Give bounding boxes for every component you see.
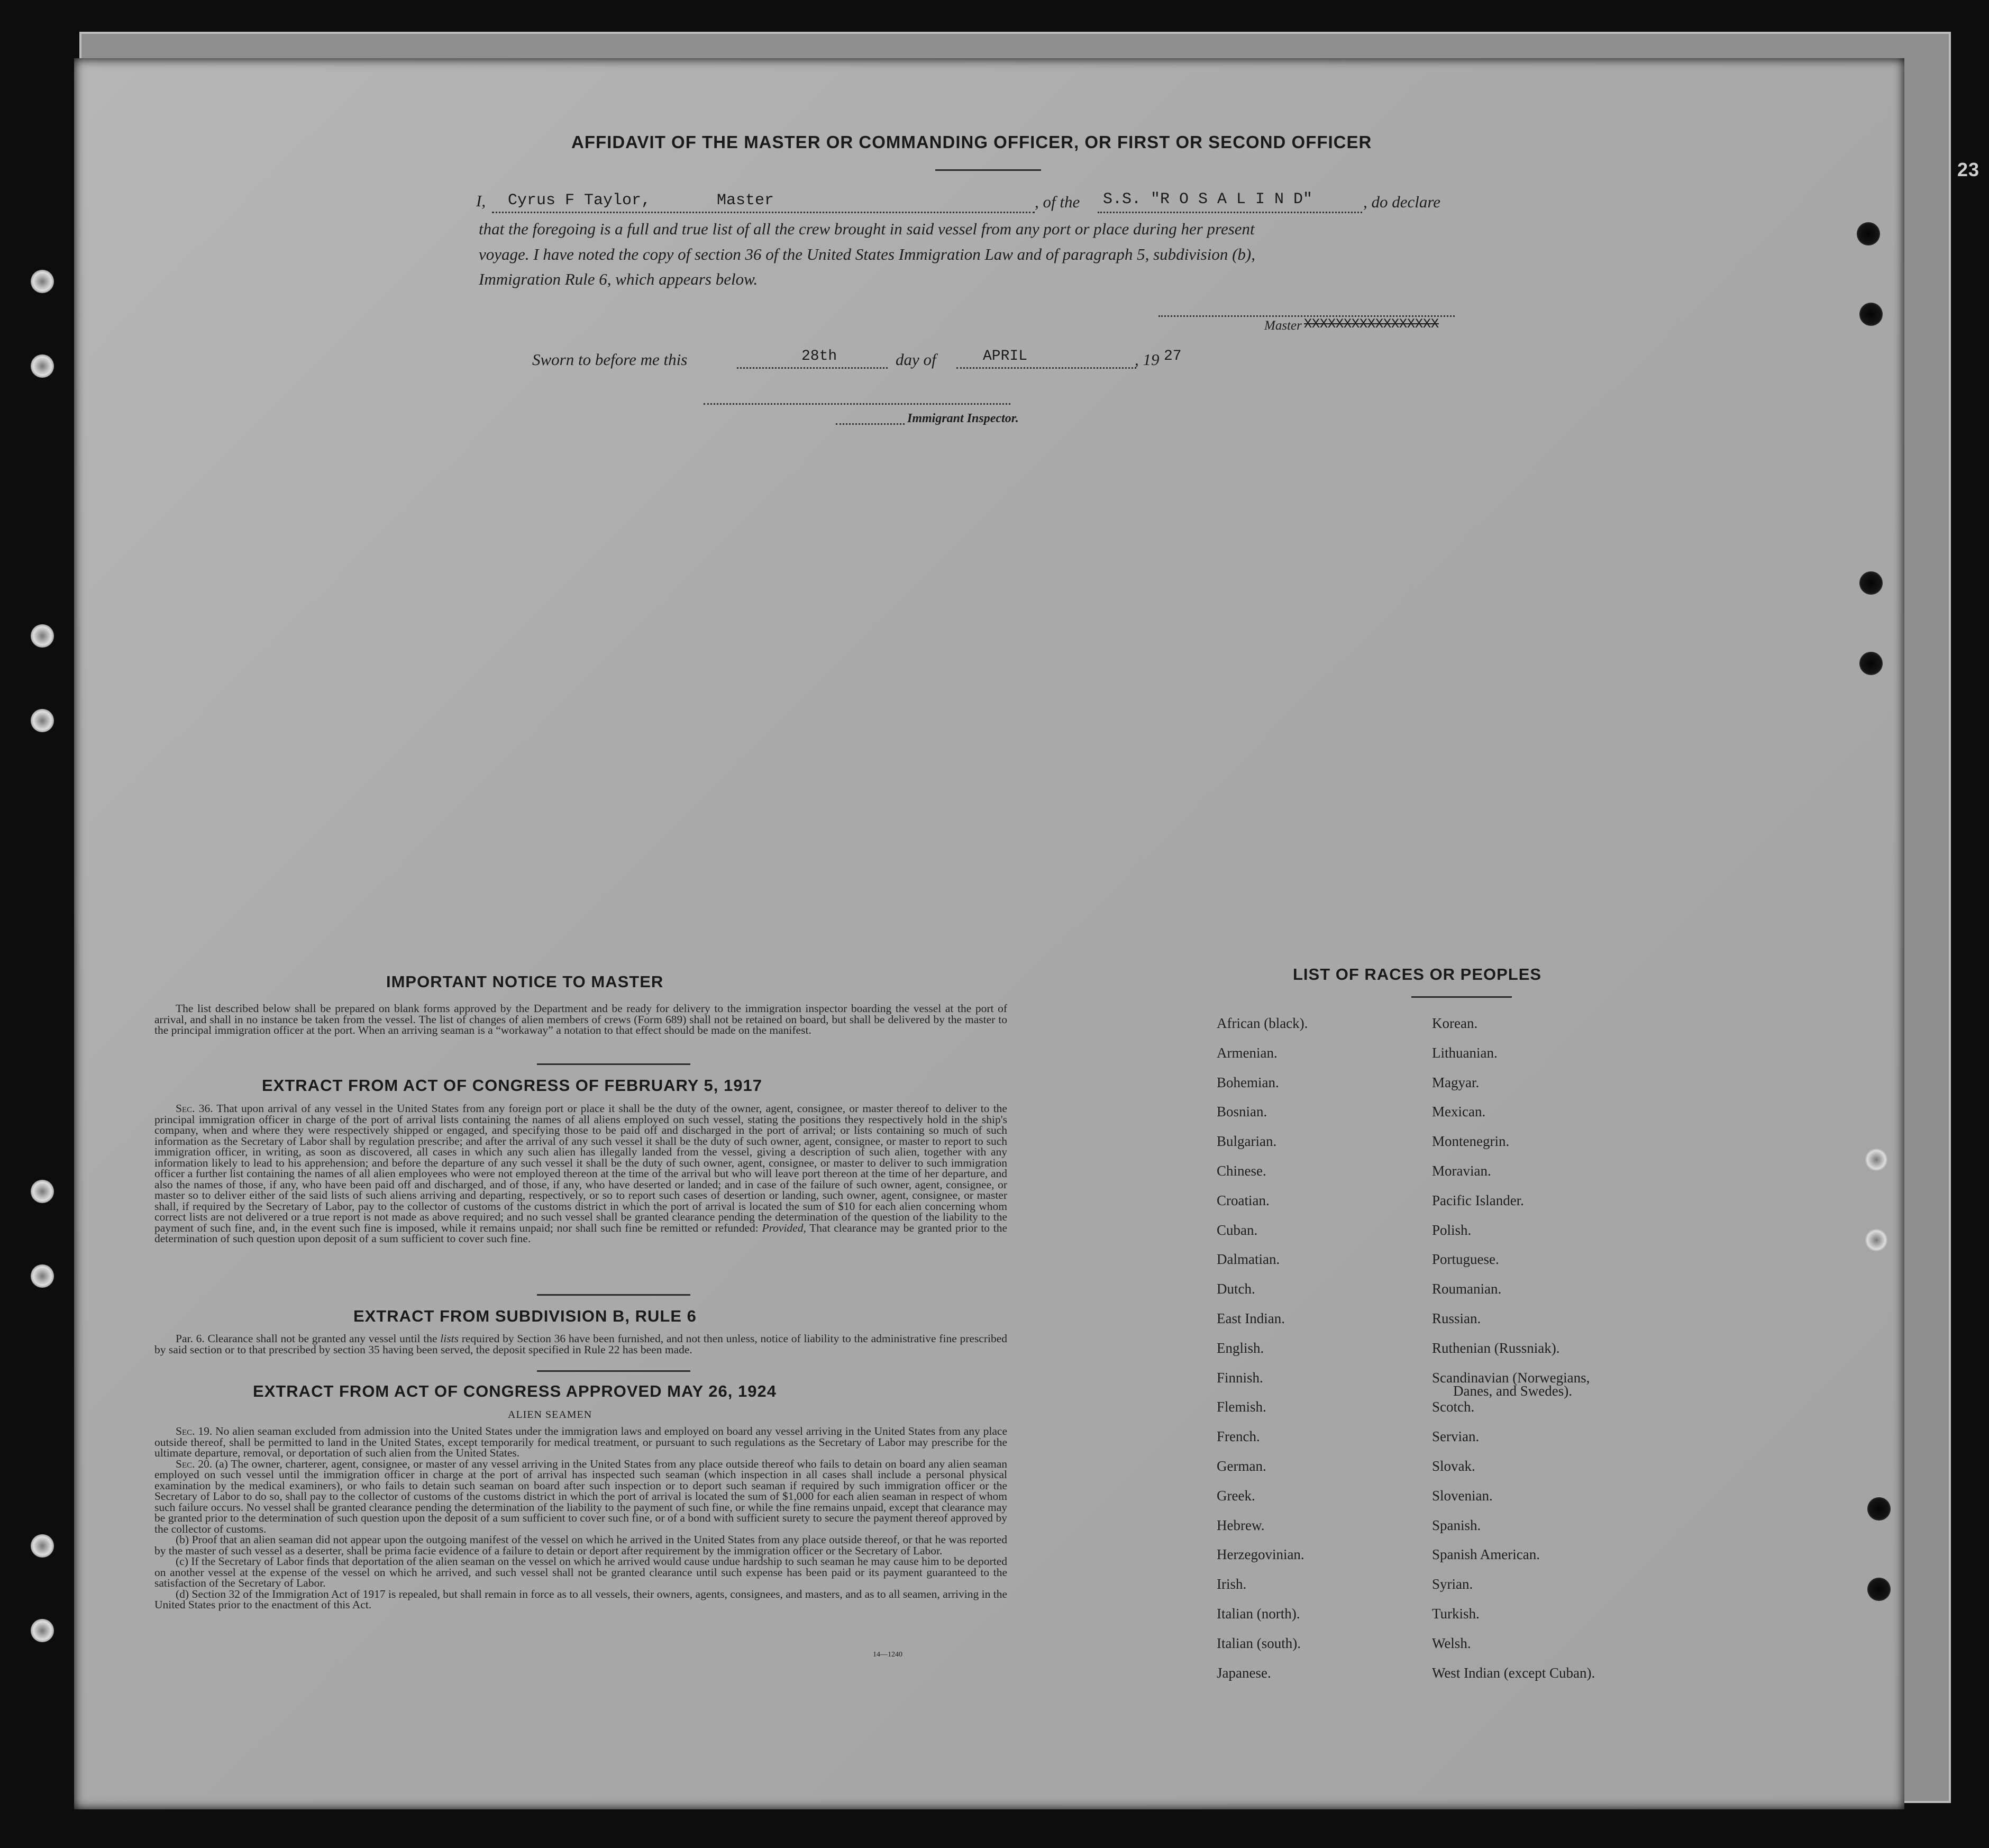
race-item-slovenian: Slovenian. <box>1432 1487 1493 1504</box>
sworn-label: Sworn to before me this <box>532 350 688 369</box>
race-item-hebrew: Hebrew. <box>1217 1517 1265 1533</box>
binder-hole <box>31 354 54 378</box>
signature-struck-text: XXXXXXXXXXXXXXXXX <box>1304 316 1439 332</box>
race-item-armenian: Armenian. <box>1217 1044 1278 1061</box>
race-item-spanish: Spanish. <box>1432 1517 1481 1533</box>
sec-20b-paragraph: (b) Proof that an alien seaman did not appear upon the outgoing manifest of the vessel on which he arrived in the United States from any place outside thereof, or that he was reported by the master of such vessel as a deserter, shall be prima facie evidence of a failure to detain or deport after requirement by the immigration officer or the Secretary of Labor. <box>154 1533 1007 1557</box>
race-item-lithuanian: Lithuanian. <box>1432 1044 1498 1061</box>
race-item-greek: Greek. <box>1217 1487 1255 1504</box>
rule6-text-a: Par. 6. Clearance shall not be granted any vessel until the <box>176 1332 437 1345</box>
sec-36-text: That upon arrival of any vessel in the United States from any foreign port or place it shall be the duty of the owner, agent, consignee, or master thereof to deliver to the principal immigration officer in charge of the port of arrival lists containing the names of all aliens employed on such vessel, stating the positions they respectively hold in the ship's company, when and where they were respectively shipped or engaged, and specifying those to be paid off and discharged in the port of arrival; or lists containing so much of such information as the Secretary of Labor shall by regulation prescribe; and after the arrival of any such vessel it shall be the duty of such owner, agent, consignee, or master to report to such immigration officer, in writing, as soon as discovered, all cases in which any such alien has illegally landed from the vessel, giving a description of such alien, together with any information likely to lead to his apprehension; and before the departure of any such vessel it shall be the duty of such owner, agent, consignee, or master to deliver to such immigration officer a further list containing the names of all alien employees who were not employed thereon at the time of the arrival but who will leave port thereon at the time of her departure, and also the names of those, if any, who have been paid off and discharged, and of those, if any, who have deserted or landed; and in case of the failure of such owner, agent, consignee, or master so to deliver either of the said lists of such aliens arriving and departing, respectively, or so to report such cases of desertion or landing, such owner, agent, consignee, or master shall, if required by the Secretary of Labor, pay to the collector of customs of the customs district in which the port of arrival is located the sum of $10 for each alien concerning whom correct lists are not delivered or a true report is not made as above required; and no such vessel shall be granted clearance pending the determination of the question of the liability to the payment of such fine, and, in the event such fine is imposed, while it remains unpaid; nor shall such fine be remitted or refunded: <box>154 1102 1007 1234</box>
day-blank <box>737 367 888 369</box>
race-item-portuguese: Portuguese. <box>1432 1251 1499 1268</box>
race-item-ruthenian-russniak: Ruthenian (Russniak). <box>1432 1340 1560 1356</box>
sworn-year: 27 <box>1164 348 1182 365</box>
race-item-servian: Servian. <box>1432 1428 1480 1445</box>
do-declare-label: , do declare <box>1363 193 1441 211</box>
binder-hole <box>31 624 54 648</box>
race-item-russian: Russian. <box>1432 1310 1481 1326</box>
month-blank <box>956 367 1136 369</box>
race-item-east-indian: East Indian. <box>1217 1310 1285 1326</box>
binder-hole <box>31 1264 54 1288</box>
affidavit-line-2: that the foregoing is a full and true list of all the crew brought in said vessel from any port or place during her present <box>479 220 1255 238</box>
extract-rule6-body <box>154 1333 1007 1355</box>
binder-hole <box>1859 652 1883 675</box>
affidavit-line-3: voyage. I have noted the copy of section 36 of the United States Immigration Law and of paragraph 5, subdivision (b), <box>479 245 1255 263</box>
race-item-bosnian: Bosnian. <box>1217 1104 1267 1120</box>
races-column-1 <box>1217 1016 1308 1695</box>
form-number: 14—1240 <box>873 1651 902 1659</box>
signature-label: Master <box>1264 318 1302 333</box>
race-item-mexican: Mexican. <box>1432 1104 1486 1120</box>
sec-20a-text: (a) The owner, charterer, agent, consignee, or master of any vessel arriving in the United States from any place outside thereof who fails to detain on board any alien seaman employed on such vessel until the immigration officer in charge at the port of arrival has inspected such seaman (which inspection in all cases shall include a personal physical examination by the medical examiners), or who fails to detain such seaman on board after such inspection or to deport such seaman if required by such immigration officer or the Secretary of Labor to do so, shall pay to the collector of customs of the customs district in which the port of arrival is located the sum of $1,000 for each alien seaman in respect of whom such failure occurs. No vessel shall be granted clearance pending the determination of the liability to the payment of such fine, or while the fine remains unpaid, except that clearance may be granted prior to the determination of such question upon the deposit of a sum sufficient to cover such fine, or of a bond with sufficient surety to secure the payment thereof approved by the collector of customs. <box>154 1457 1008 1535</box>
sec-19-label: Sec. 19. <box>176 1425 213 1437</box>
race-item-finnish: Finnish. <box>1217 1369 1263 1386</box>
binder-hole <box>31 709 54 732</box>
extract-1917-title: EXTRACT FROM ACT OF CONGRESS OF FEBRUARY 5, 1917 <box>262 1076 762 1095</box>
sec-20c-paragraph: (c) If the Secretary of Labor finds that deportation of the alien seaman on the vessel on which he arrived would cause undue hardship to such seaman he may cause him to be deported on another vessel at the expense of the vessel on which he arrived, and such vessel shall not be granted clearance until such expense has been paid or its payment guaranteed to the satisfaction of the Secretary of Labor. <box>154 1555 1007 1589</box>
extract-1924-title: EXTRACT FROM ACT OF CONGRESS APPROVED MAY 26, 1924 <box>253 1382 777 1400</box>
sworn-month: APRIL <box>983 348 1028 365</box>
master-rank: Master <box>717 192 774 210</box>
vessel-blank <box>1098 212 1362 213</box>
race-item-bohemian: Bohemian. <box>1217 1074 1279 1090</box>
race-item-flemish: Flemish. <box>1217 1399 1266 1415</box>
binder-hole <box>1865 1228 1888 1252</box>
binder-hole <box>1859 571 1883 595</box>
race-item-irish: Irish. <box>1217 1576 1247 1592</box>
race-item-west-indian-except-cuban: West Indian (except Cuban). <box>1432 1664 1595 1681</box>
race-item-welsh: Welsh. <box>1432 1635 1471 1651</box>
inspector-short-line <box>836 423 905 425</box>
sec-19-paragraph <box>154 1426 1007 1459</box>
binder-hole <box>1865 1148 1888 1171</box>
extract-1924-body <box>154 1426 1007 1610</box>
race-item-african-black: African (black). <box>1217 1015 1308 1031</box>
race-item-croatian: Croatian. <box>1217 1192 1270 1208</box>
divider <box>537 1294 690 1296</box>
sec-19-text: No alien seaman excluded from admission into the United States under the immigration laws and employed on board any vessel arriving in the United States from any place outside thereof, shall be permitted to land in the United States, except temporarily for medical treatment, or pursuant to such regulations as the Secretary of Labor may prescribe for the ultimate departure, removal, or deportation of such alien from the United States. <box>154 1425 1008 1459</box>
race-item-polish: Polish. <box>1432 1222 1472 1238</box>
race-item-slovak: Slovak. <box>1432 1458 1475 1474</box>
affidavit-title-rule <box>935 169 1041 171</box>
inspector-signature-line <box>704 403 1010 405</box>
race-item-french: French. <box>1217 1428 1260 1445</box>
races-column-2 <box>1432 1016 1595 1695</box>
race-item-scandinavian-norwegians: Scandinavian (Norwegians, <box>1432 1369 1590 1386</box>
binder-hole <box>1859 303 1883 326</box>
extract-1917-body <box>154 1103 1007 1244</box>
binder-hole <box>31 270 54 293</box>
sec-36-end: That clearance may be granted prior to the determination of such question upon deposit of a sum sufficient to cover such fine. <box>154 1221 1007 1245</box>
race-item-roumanian: Roumanian. <box>1432 1281 1502 1297</box>
race-item-english: English. <box>1217 1340 1264 1356</box>
race-item-bulgarian: Bulgarian. <box>1217 1133 1277 1150</box>
race-item-montenegrin: Montenegrin. <box>1432 1133 1510 1150</box>
day-of-label: day of <box>896 350 936 369</box>
margin-page-number: 23 <box>1957 159 1980 180</box>
sec-20d-paragraph: (d) Section 32 of the Immigration Act of 1917 is repealed, but shall remain in force as to all vessels, their owners, agents, consignees, and masters, and as to all seamen, arriving in the United States prior to the enactment of this Act. <box>154 1587 1007 1611</box>
notice-body-text: The list described below shall be prepared on blank forms approved by the Department and be ready for delivery to the immigration inspector boarding the vessel at the port of arrival, and shall in no instance be taken from the vessel. The list of changes of alien members of crews (Form 689) shall not be retained on board, but shall be delivered by the master to the principal immigration officer at the port. When an arriving seaman is a “workaway” a notation to that effect should be made on the manifest. <box>154 1002 1007 1036</box>
race-item-chinese: Chinese. <box>1217 1162 1266 1179</box>
binder-hole <box>31 1180 54 1203</box>
race-item-dalmatian: Dalmatian. <box>1217 1251 1280 1268</box>
binder-hole <box>31 1534 54 1558</box>
master-name: Cyrus F Taylor, <box>508 192 651 210</box>
race-item-scotch: Scotch. <box>1432 1399 1475 1415</box>
race-item-magyar: Magyar. <box>1432 1074 1480 1090</box>
race-item-dutch: Dutch. <box>1217 1281 1255 1297</box>
race-item-german: German. <box>1217 1458 1266 1474</box>
inspector-label: Immigrant Inspector. <box>907 412 1019 425</box>
race-item-syrian: Syrian. <box>1432 1576 1473 1592</box>
master-name-blank <box>492 212 1035 213</box>
race-item-turkish: Turkish. <box>1432 1605 1480 1622</box>
sec-36-label: Sec. 36. <box>176 1102 213 1115</box>
rule6-text-b: required by Section 36 have been furnished, and not then unless, notice of liability to the administrative fine prescribed by said section or to that prescribed by section 35 having been served, the deposit specified in Rule 22 has been made. <box>154 1332 1008 1356</box>
race-item-italian-south: Italian (south). <box>1217 1635 1301 1651</box>
race-item-moravian: Moravian. <box>1432 1162 1491 1179</box>
affidavit-i-label: I, <box>476 192 486 210</box>
year-prefix: , 19 <box>1135 350 1160 369</box>
sec-20-label: Sec. 20. <box>176 1457 213 1470</box>
races-title: LIST OF RACES OR PEOPLES <box>1293 965 1542 984</box>
race-item-cuban: Cuban. <box>1217 1222 1258 1238</box>
notice-body <box>154 1003 1007 1036</box>
document-page <box>74 58 1904 1809</box>
extract-rule6-title: EXTRACT FROM SUBDIVISION B, RULE 6 <box>353 1307 697 1325</box>
notice-title: IMPORTANT NOTICE TO MASTER <box>386 972 664 991</box>
scandinavian-continuation: Danes, and Swedes). <box>1453 1383 1572 1399</box>
of-the-label: , of the <box>1035 193 1080 211</box>
races-title-rule <box>1411 996 1512 998</box>
binder-hole <box>1857 222 1880 245</box>
affidavit-title: AFFIDAVIT OF THE MASTER OR COMMANDING OFFICER, OR FIRST OR SECOND OFFICER <box>571 132 1372 152</box>
alien-seamen-subtitle: ALIEN SEAMEN <box>508 1409 592 1421</box>
divider <box>537 1370 690 1372</box>
binder-hole <box>1867 1578 1891 1601</box>
provided-word: Provided, <box>762 1221 806 1234</box>
race-item-herzegovinian: Herzegovinian. <box>1217 1546 1304 1563</box>
divider <box>537 1063 690 1065</box>
sec-20a-paragraph <box>154 1459 1007 1535</box>
race-item-italian-north: Italian (north). <box>1217 1605 1300 1622</box>
race-item-pacific-islander: Pacific Islander. <box>1432 1192 1524 1208</box>
binder-hole <box>1867 1497 1891 1521</box>
vessel-name: S.S. "R O S A L I N D" <box>1103 190 1313 208</box>
race-item-japanese: Japanese. <box>1217 1664 1271 1681</box>
binder-hole <box>31 1619 54 1642</box>
race-item-spanish-american: Spanish American. <box>1432 1546 1540 1563</box>
affidavit-line-4: Immigration Rule 6, which appears below. <box>479 270 758 288</box>
rule6-lists-word: lists <box>440 1332 459 1345</box>
sworn-day: 28th <box>801 348 837 365</box>
race-item-korean: Korean. <box>1432 1015 1478 1031</box>
